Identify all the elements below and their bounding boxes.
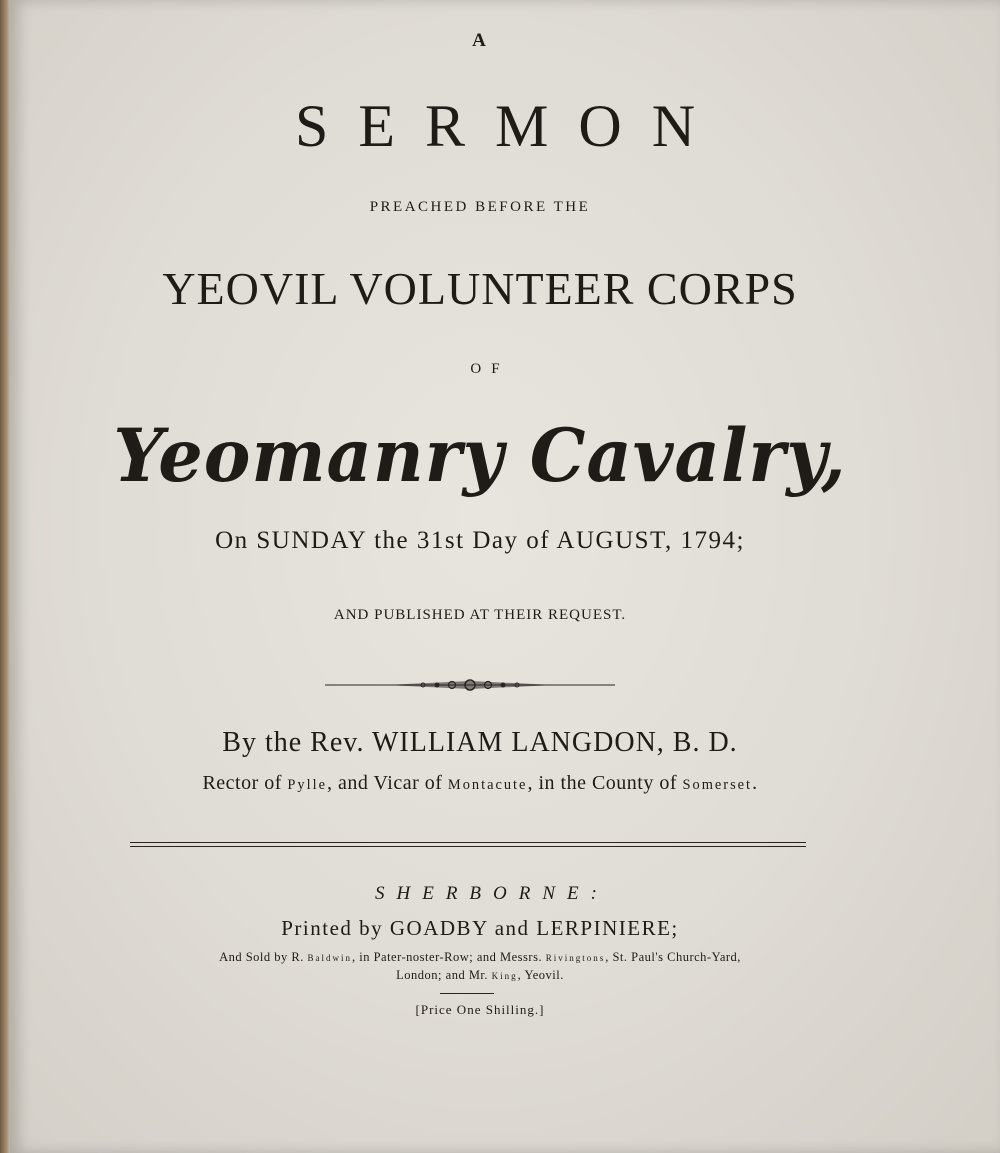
title-page [10, 0, 1000, 1153]
parish-pylle: Pylle [287, 777, 328, 793]
imprint-sellers-line-1 [10, 950, 950, 965]
county-somerset: Somerset [682, 777, 753, 793]
county-text: , in the County of [527, 772, 683, 794]
sold-prefix: And Sold by R. [219, 950, 308, 964]
sermon-date: On SUNDAY the 31st Day of AUGUST, 1794; [215, 527, 745, 554]
author-positions [10, 772, 950, 795]
price-note: [Price One Shilling.] [415, 1002, 545, 1017]
sold2-end: , Yeovil. [517, 968, 564, 982]
double-rule-top [130, 842, 806, 843]
published-note: AND PUBLISHED AT THEIR REQUEST. [333, 607, 627, 623]
of-line: OF [470, 361, 510, 377]
seller-baldwin: Baldwin [307, 953, 352, 963]
sold-mid: , in Pater-noster-Row; and Messrs. [351, 950, 546, 964]
rector-prefix: Rector of [202, 772, 288, 794]
imprint-printer: Printed by GOADBY and LERPINIERE; [281, 916, 679, 940]
title-sermon: SERMON [294, 93, 726, 159]
corps-name: YEOVIL VOLUNTEER CORPS [162, 263, 798, 314]
title-article: A [472, 30, 488, 51]
sold2-prefix: London; and Mr. [396, 968, 492, 982]
positions-end: . [752, 772, 758, 794]
seller-king: King [491, 971, 518, 981]
parish-montacute: Montacute [447, 777, 528, 793]
sold-end: , St. Paul's Church-Yard, [605, 950, 741, 964]
author-byline: By the Rev. WILLIAM LANGDON, B. D. [222, 727, 738, 758]
short-rule [440, 993, 494, 994]
ornamental-divider [325, 676, 615, 694]
imprint-place: SHERBORNE: [375, 883, 609, 904]
vicar-text: , and Vicar of [327, 772, 448, 794]
imprint-sellers-line-2 [10, 968, 950, 983]
seller-rivingtons: Rivingtons [545, 953, 606, 963]
preached-before-line: PREACHED BEFORE THE [369, 199, 591, 215]
unit-name-blackletter: Yeomanry Cavalry, [113, 411, 847, 500]
double-rule-bottom [130, 846, 806, 847]
